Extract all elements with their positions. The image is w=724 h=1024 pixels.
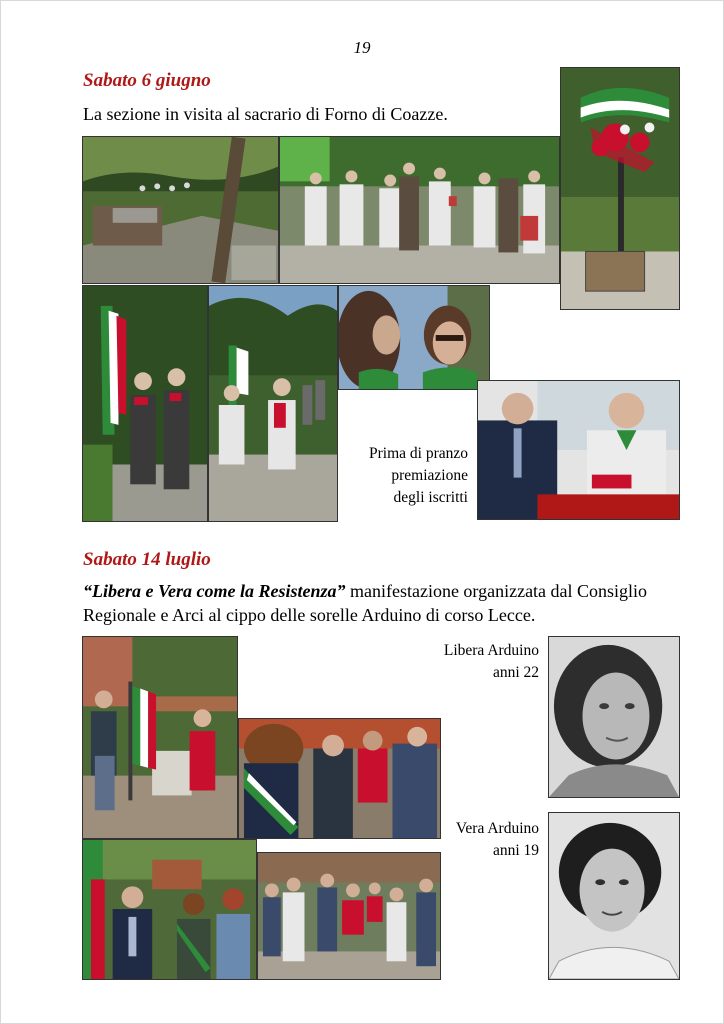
section2-heading: Sabato 14 luglio: [83, 549, 211, 570]
caption-libera: [400, 640, 539, 684]
caption-award: [348, 443, 468, 509]
caption-vera: [400, 818, 539, 862]
photo-two-women: [338, 285, 490, 390]
portrait-name: Libera Arduino: [443, 642, 539, 659]
caption-line: degli iscritti: [393, 489, 468, 506]
section2-description: [83, 579, 683, 627]
portrait-age: anni 22: [492, 664, 539, 681]
section1-heading: Sabato 6 giugno: [83, 70, 211, 91]
photo-officials: [82, 839, 257, 980]
photo-memorial-path: [82, 136, 279, 284]
page-number: 19: [353, 38, 371, 57]
photo-award-ceremony: [477, 380, 680, 520]
photo-flag-bearers: [82, 285, 208, 522]
caption-line: Prima di pranzo: [368, 445, 468, 462]
portrait-vera: [548, 812, 680, 980]
photo-flag-monument: [82, 636, 238, 839]
photo-floral-wreath: [560, 67, 680, 310]
section1-description: La sezione in visita al sacrario di Forno di Coazze.: [83, 104, 448, 124]
portrait-libera: [548, 636, 680, 798]
photo-group-memorial: [279, 136, 560, 284]
photo-crowd: [257, 852, 441, 980]
caption-line: premiazione: [391, 467, 468, 484]
portrait-age: anni 19: [492, 842, 539, 859]
photo-procession: [208, 285, 338, 522]
event-description: manifestazione organizzata dal Consiglio Regionale e Arci al cippo delle sorelle Arduino di corso Lecce.: [83, 581, 648, 625]
event-title: “Libera e Vera come la Resistenza”: [83, 581, 346, 601]
portrait-name: Vera Arduino: [455, 820, 539, 837]
